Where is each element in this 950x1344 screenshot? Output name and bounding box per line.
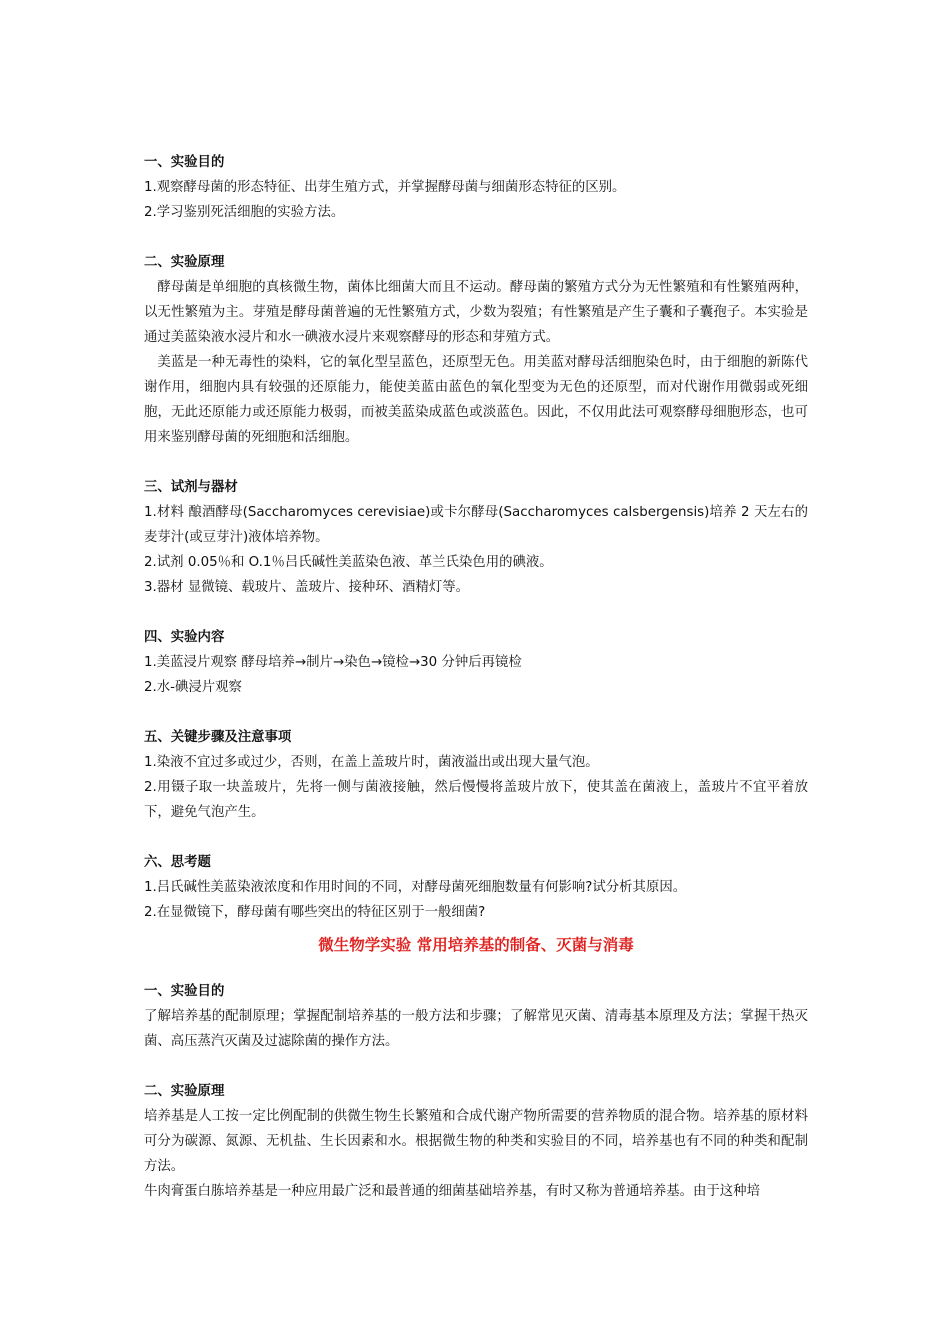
materials-item-1: 1.材料 酿酒酵母(Saccharomyces cerevisiae)或卡尔酵母(Saccharomyces calsbergensis)培养 2 天左右的麦芽汁(或豆芽汁)液体培养物。: [144, 505, 808, 545]
content-item-1: 1.美蓝浸片观察 酵母培养→制片→染色→镜检→30 分钟后再镜检: [144, 655, 522, 670]
document-body: [144, 150, 808, 1204]
section-heading-objective-2: 一、实验目的: [144, 984, 225, 999]
question-item-2: 2.在显微镜下，酵母菌有哪些突出的特征区别于一般细菌?: [144, 905, 486, 920]
question-item-1: 1.吕氏碱性美蓝染液浓度和作用时间的不同，对酵母菌死细胞数量有何影响?试分析其原因。: [144, 880, 687, 895]
section-heading-materials: 三、试剂与器材: [144, 480, 238, 495]
section-heading-principle-2: 二、实验原理: [144, 1084, 225, 1099]
principle-paragraph-2: 美蓝是一种无毒性的染料，它的氧化型呈蓝色，还原型无色。用美蓝对酵母活细胞染色时，由于细胞的新陈代谢作用，细胞内具有较强的还原能力，能使美蓝由蓝色的氧化型变为无色的还原型，而对代谢作用微弱或死细胞，无此还原能力或还原能力极弱，而被美蓝染成蓝色或淡蓝色。因此，不仅用此法可观察酵母细胞形态，也可用来鉴别酵母菌的死细胞和活细胞。: [144, 355, 808, 445]
section-heading-key-steps: 五、关键步骤及注意事项: [144, 730, 292, 745]
principle-2-paragraph-1: 培养基是人工按一定比例配制的供微生物生长繁殖和合成代谢产物所需要的营养物质的混合物。培养基的原材料可分为碳源、氮源、无机盐、生长因素和水。根据微生物的种类和实验目的不同，培养基也有不同的种类和配制方法。: [144, 1109, 808, 1174]
experiment-title: 微生物学实验 常用培养基的制备、灭菌与消毒: [318, 936, 634, 954]
materials-item-2: 2.试剂 0.05％和 O.1％吕氏碱性美蓝染色液、革兰氏染色用的碘液。: [144, 555, 553, 570]
objective-item-1: 1.观察酵母菌的形态特征、出芽生殖方式，并掌握酵母菌与细菌形态特征的区别。: [144, 180, 626, 195]
key-steps-item-2: 2.用镊子取一块盖玻片，先将一侧与菌液接触，然后慢慢将盖玻片放下，使其盖在菌液上，盖玻片不宜平着放下，避免气泡产生。: [144, 780, 808, 820]
key-steps-item-1: 1.染液不宜过多或过少，否则，在盖上盖玻片时，菌液溢出或出现大量气泡。: [144, 755, 599, 770]
objective-paragraph-2: 了解培养基的配制原理；掌握配制培养基的一般方法和步骤；了解常见灭菌、清毒基本原理及方法；掌握干热灭菌、高压蒸汽灭菌及过滤除菌的操作方法。: [144, 1009, 808, 1049]
materials-item-3: 3.器材 显微镜、载玻片、盖玻片、接种环、酒精灯等。: [144, 580, 470, 595]
section-heading-principle: 二、实验原理: [144, 255, 225, 270]
section-heading-questions: 六、思考题: [144, 855, 211, 870]
principle-paragraph-1: 酵母菌是单细胞的真核微生物，菌体比细菌大而且不运动。酵母菌的繁殖方式分为无性繁殖和有性繁殖两种，以无性繁殖为主。芽殖是酵母菌普遍的无性繁殖方式，少数为裂殖；有性繁殖是产生子囊和子囊孢子。本实验是通过美蓝染液水浸片和水一碘液水浸片来观察酵母的形态和芽殖方式。: [144, 280, 808, 345]
objective-item-2: 2.学习鉴别死活细胞的实验方法。: [144, 205, 345, 220]
section-heading-content: 四、实验内容: [144, 630, 225, 645]
principle-2-paragraph-2: 牛肉膏蛋白胨培养基是一种应用最广泛和最普通的细菌基础培养基，有时又称为普通培养基。由于这种培: [144, 1184, 760, 1199]
section-heading-objective: 一、实验目的: [144, 155, 225, 170]
content-item-2: 2.水-碘浸片观察: [144, 680, 242, 695]
